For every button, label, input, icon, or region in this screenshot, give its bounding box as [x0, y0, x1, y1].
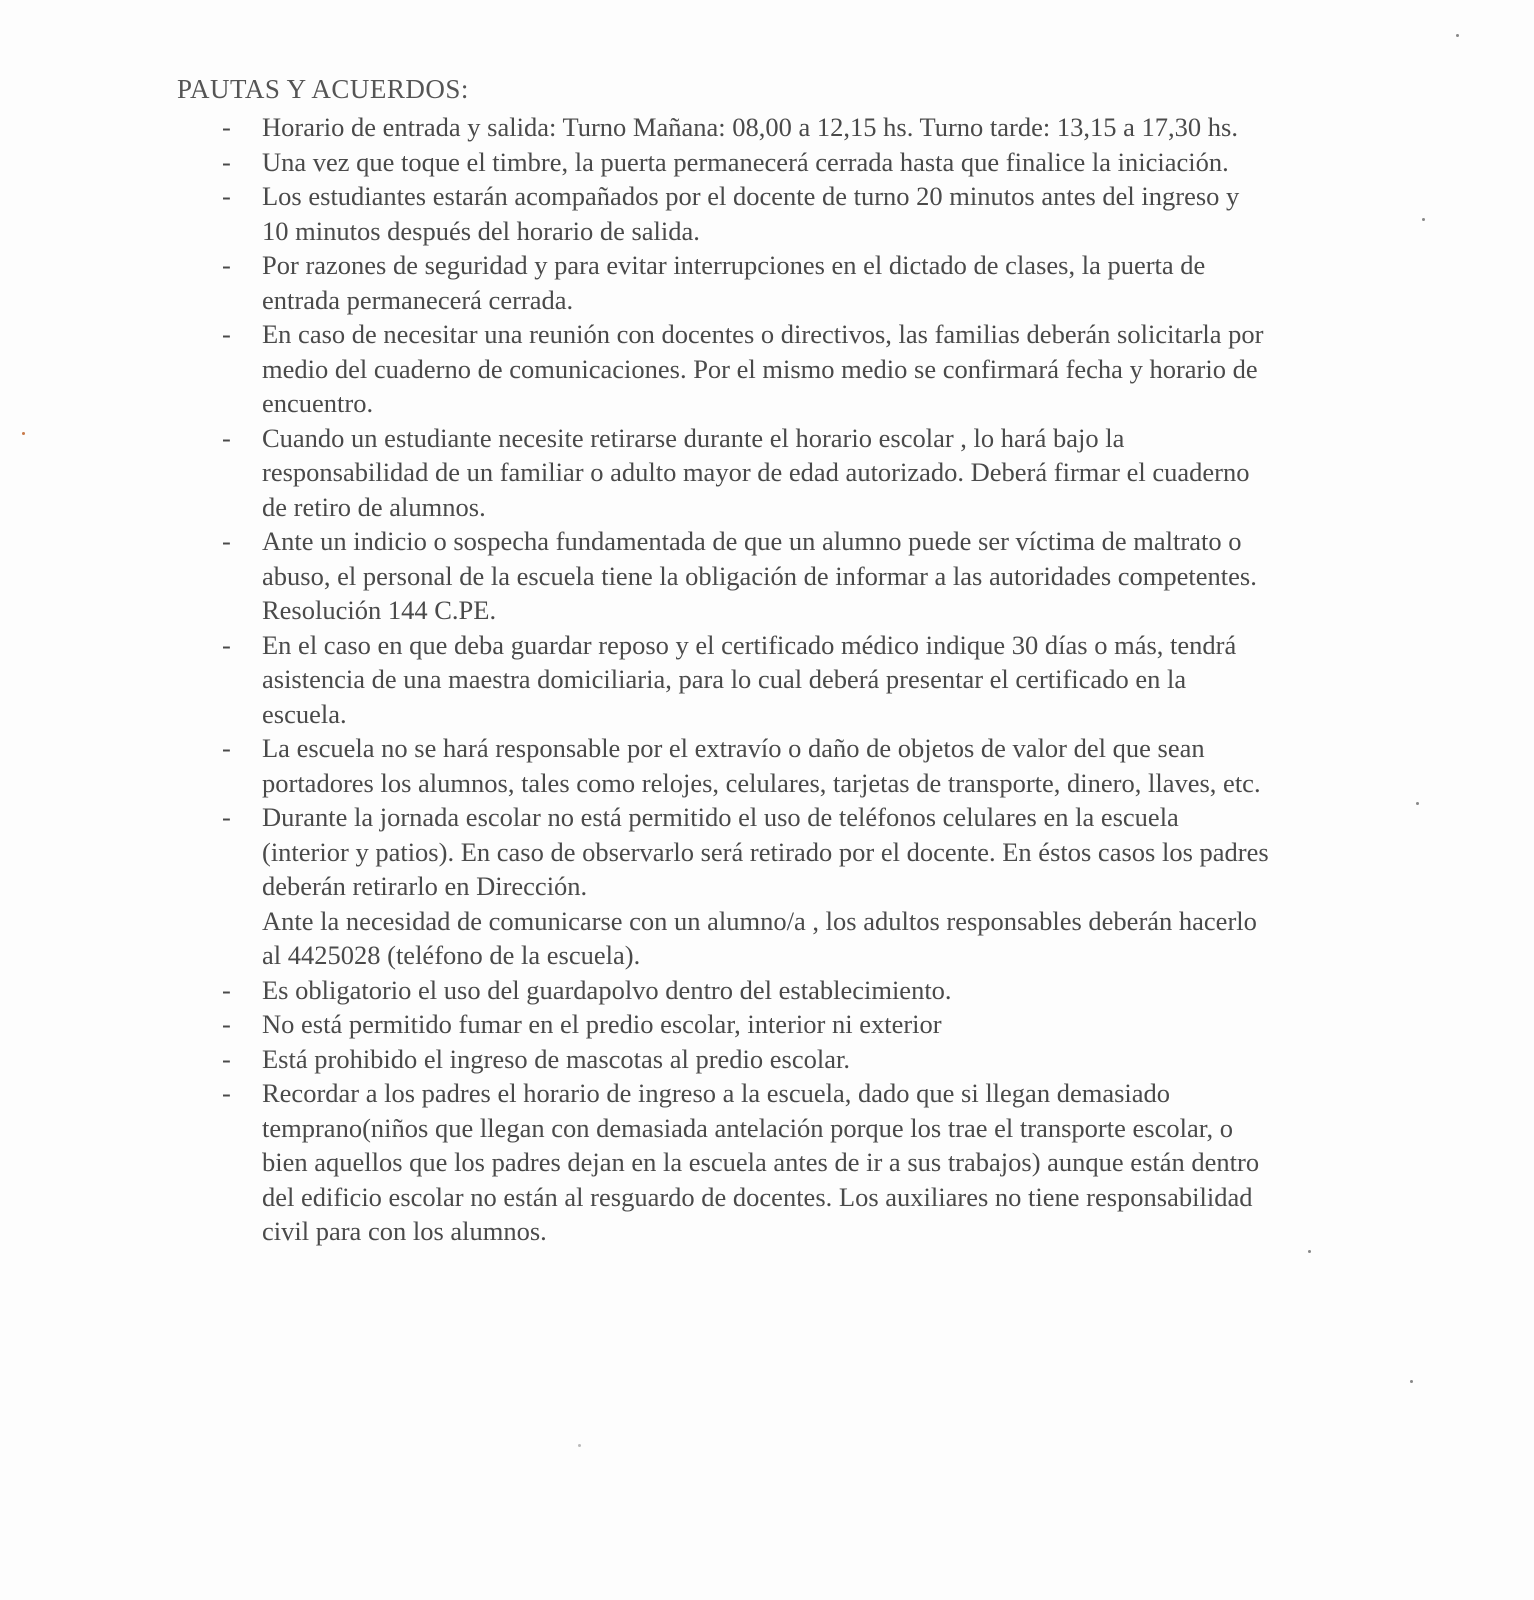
bullet-dash: - [222, 181, 231, 211]
rule-text: Por razones de seguridad y para evitar interrupciones en el dictado de clases, la puerta de entrada permanecerá cerrada. [262, 250, 1206, 315]
rule-text: Durante la jornada escolar no está permitido el uso de teléfonos celulares en la escuela (interior y patios). En caso de observarlo será retirado por el docente. En éstos casos los padres deberán retirarlo en Dirección. [262, 802, 1269, 901]
bullet-dash: - [222, 1078, 231, 1108]
rule-item [210, 524, 1270, 628]
rule-text: Recordar a los padres el horario de ingreso a la escuela, dado que si llegan demasiado temprano(niños que llegan con demasiada antelación porque los trae el transporte escolar, o bien aquellos que los padres dejan en la escuela antes de ir a sus trabajos) aunque están dentro del edificio escolar no están al resguardo de docentes. Los auxiliares no tiene responsabilidad civil para con los alumnos. [262, 1078, 1260, 1246]
bullet-dash: - [222, 319, 231, 349]
scan-speck [578, 1444, 581, 1447]
scan-speck [1416, 802, 1419, 805]
scan-speck [1456, 34, 1459, 37]
bullet-dash: - [222, 526, 231, 556]
bullet-dash: - [222, 1009, 231, 1039]
rule-item [210, 973, 1270, 1008]
rule-text: Es obligatorio el uso del guardapolvo dentro del establecimiento. [262, 974, 952, 1005]
bullet-dash: - [222, 1043, 231, 1074]
rule-text: Está prohibido el ingreso de mascotas al predio escolar. [262, 1043, 850, 1074]
rule-text: En caso de necesitar una reunión con docentes o directivos, las familias deberán solicitarla por medio del cuaderno de comunicaciones. Por el mismo medio se confirmará fecha y horario de encuentro. [262, 319, 1264, 418]
rules-list [210, 110, 1270, 1249]
bullet-dash: - [222, 802, 231, 832]
rule-item [210, 1042, 1270, 1077]
page-title: PAUTAS Y ACUERDOS: [177, 74, 469, 104]
rule-item [210, 731, 1270, 800]
rule-item [210, 248, 1270, 317]
bullet-dash: - [222, 146, 231, 177]
bullet-dash: - [222, 733, 231, 763]
scan-speck [1410, 1380, 1413, 1383]
rule-text: La escuela no se hará responsable por el extravío o daño de objetos de valor del que sean portadores los alumnos, tales como relojes, celulares, tarjetas de transporte, dinero, llaves, etc. [262, 733, 1261, 798]
rule-item [210, 110, 1270, 145]
rule-item [210, 628, 1270, 732]
rule-item [210, 1007, 1270, 1042]
rule-item [210, 800, 1270, 973]
bullet-dash: - [222, 250, 231, 280]
rule-item [210, 145, 1270, 180]
bullet-dash: - [222, 629, 231, 660]
rule-text: En el caso en que deba guardar reposo y el certificado médico indique 30 días o más, tendrá asistencia de una maestra domiciliaria, para lo cual deberá presentar el certificado en la escuela. [262, 629, 1237, 729]
rule-text: Ante un indicio o sospecha fundamentada de que un alumno puede ser víctima de maltrato o abuso, el personal de la escuela tiene la obligación de informar a las autoridades competentes. Resolución 144 C.PE. [262, 526, 1257, 625]
rule-text: Los estudiantes estarán acompañados por el docente de turno 20 minutos antes del ingreso y 10 minutos después del horario de salida. [262, 181, 1240, 246]
rule-item [210, 179, 1270, 248]
rule-text: No está permitido fumar en el predio escolar, interior ni exterior [262, 1009, 942, 1039]
rule-text: Horario de entrada y salida: Turno Mañana: 08,00 a 12,15 hs. Turno tarde: 13,15 a 17,30 hs. [262, 112, 1238, 142]
bullet-dash: - [222, 422, 231, 453]
rule-text: Una vez que toque el timbre, la puerta permanecerá cerrada hasta que finalice la iniciación. [262, 146, 1229, 177]
bullet-dash: - [222, 974, 231, 1005]
scan-speck [1422, 218, 1425, 221]
rule-item [210, 317, 1270, 421]
rule-text: Ante la necesidad de comunicarse con un alumno/a , los adultos responsables deberán hacerlo al 4425028 (teléfono de la escuela). [262, 905, 1257, 970]
rule-text: Cuando un estudiante necesite retirarse durante el horario escolar , lo hará bajo la responsabilidad de un familiar o adulto mayor de edad autorizado. Deberá firmar el cuaderno de retiro de alumnos. [262, 422, 1250, 522]
scan-speck [22, 432, 25, 435]
rule-item [210, 421, 1270, 525]
rule-item [210, 1076, 1270, 1249]
bullet-dash: - [222, 112, 231, 142]
scan-speck [1308, 1250, 1311, 1253]
